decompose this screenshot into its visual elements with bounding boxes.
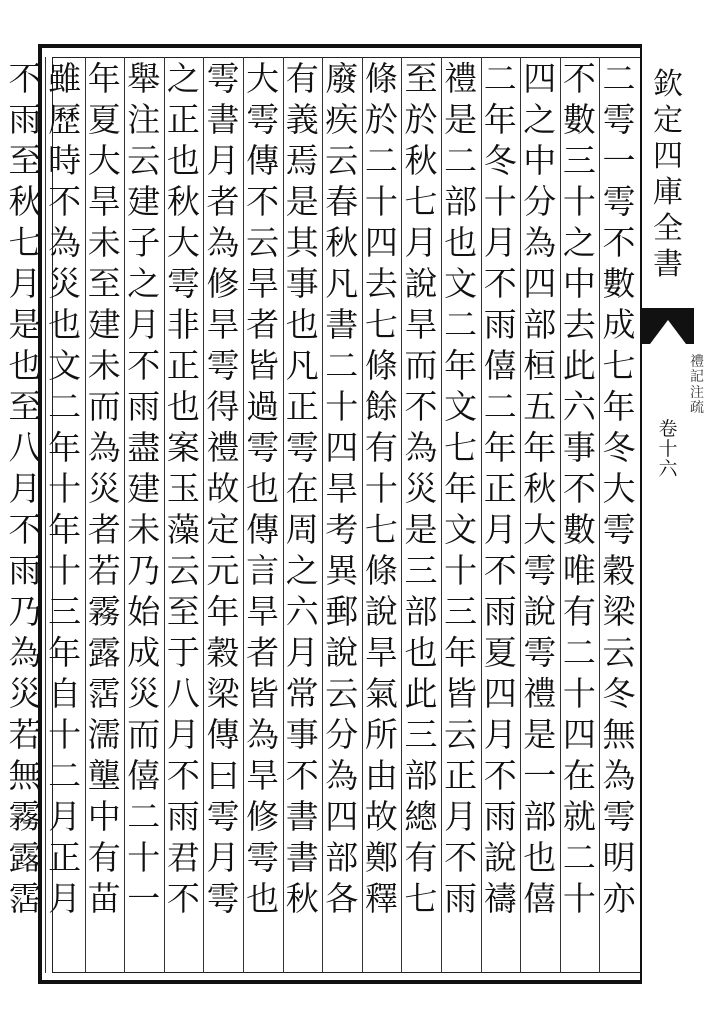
text-column: 廢 疾 云 春 秋 凡 書 二 十 四 旱 考 異 郵 說 云 分 為 四 部 各 [325, 62, 359, 918]
text-column: 年 夏 大 旱 未 至 建 未 而 為 災 者 若 霧 露 霑 濡 壟 中 有 苗 [87, 62, 121, 918]
source-title: 禮 記 注 疏 [690, 354, 704, 417]
text-column: 舉 注 云 建 子 之 月 不 雨 盡 建 未 乃 始 成 災 而 僖 二 十 一 [127, 62, 161, 918]
book-title: 欽 定 四 庫 全 書 [653, 67, 683, 282]
juan-number: 卷 十 六 [658, 418, 678, 480]
text-column: 雩 書 月 者 為 修 旱 雩 得 禮 故 定 元 年 穀 梁 傳 曰 雩 月 雩 [206, 62, 240, 918]
text-column: 二 雩 一 雩 不 數 成 七 年 冬 大 雩 穀 梁 云 冬 無 為 雩 明 亦 [602, 62, 636, 918]
text-column: 不 雨 至 秋 七 月 是 也 至 八 月 不 雨 乃 為 災 若 無 霧 露 霑 [8, 62, 42, 918]
fishtail-mark-icon [642, 308, 694, 344]
text-column: 至 於 秋 七 月 說 旱 而 不 為 災 是 三 部 也 此 三 部 總 有 七 [404, 62, 438, 918]
text-column: 之 正 也 秋 大 雩 非 正 也 案 玉 藻 云 至 于 八 月 不 雨 君 不 [166, 62, 200, 918]
text-column: 不 數 三 十 之 中 去 此 六 事 不 數 唯 有 二 十 四 在 就 二 十 [562, 62, 596, 918]
text-column: 二 年 冬 十 月 不 雨 僖 二 年 正 月 不 雨 夏 四 月 不 雨 說 禱 [483, 62, 517, 918]
text-column: 禮 是 二 部 也 文 二 年 文 七 年 文 十 三 年 皆 云 正 月 不 雨 [444, 62, 478, 918]
text-column: 條 於 二 十 四 去 七 條 餘 有 十 七 條 說 旱 氣 所 由 故 鄭 釋 [364, 62, 398, 918]
text-column: 四 之 中 分 為 四 部 桓 五 年 秋 大 雩 說 雩 禮 是 一 部 也 僖 [523, 62, 557, 918]
text-column: 有 義 焉 是 其 事 也 凡 正 雩 在 周 之 六 月 常 事 不 書 書 秋 [285, 62, 319, 918]
text-column: 雖 歷 時 不 為 災 也 文 二 年 十 年 十 三 年 自 十 二 月 正 月 [48, 62, 82, 918]
text-column: 大 雩 傳 不 云 旱 者 皆 過 雩 也 傳 言 旱 者 皆 為 旱 修 雩 也 [246, 62, 280, 918]
